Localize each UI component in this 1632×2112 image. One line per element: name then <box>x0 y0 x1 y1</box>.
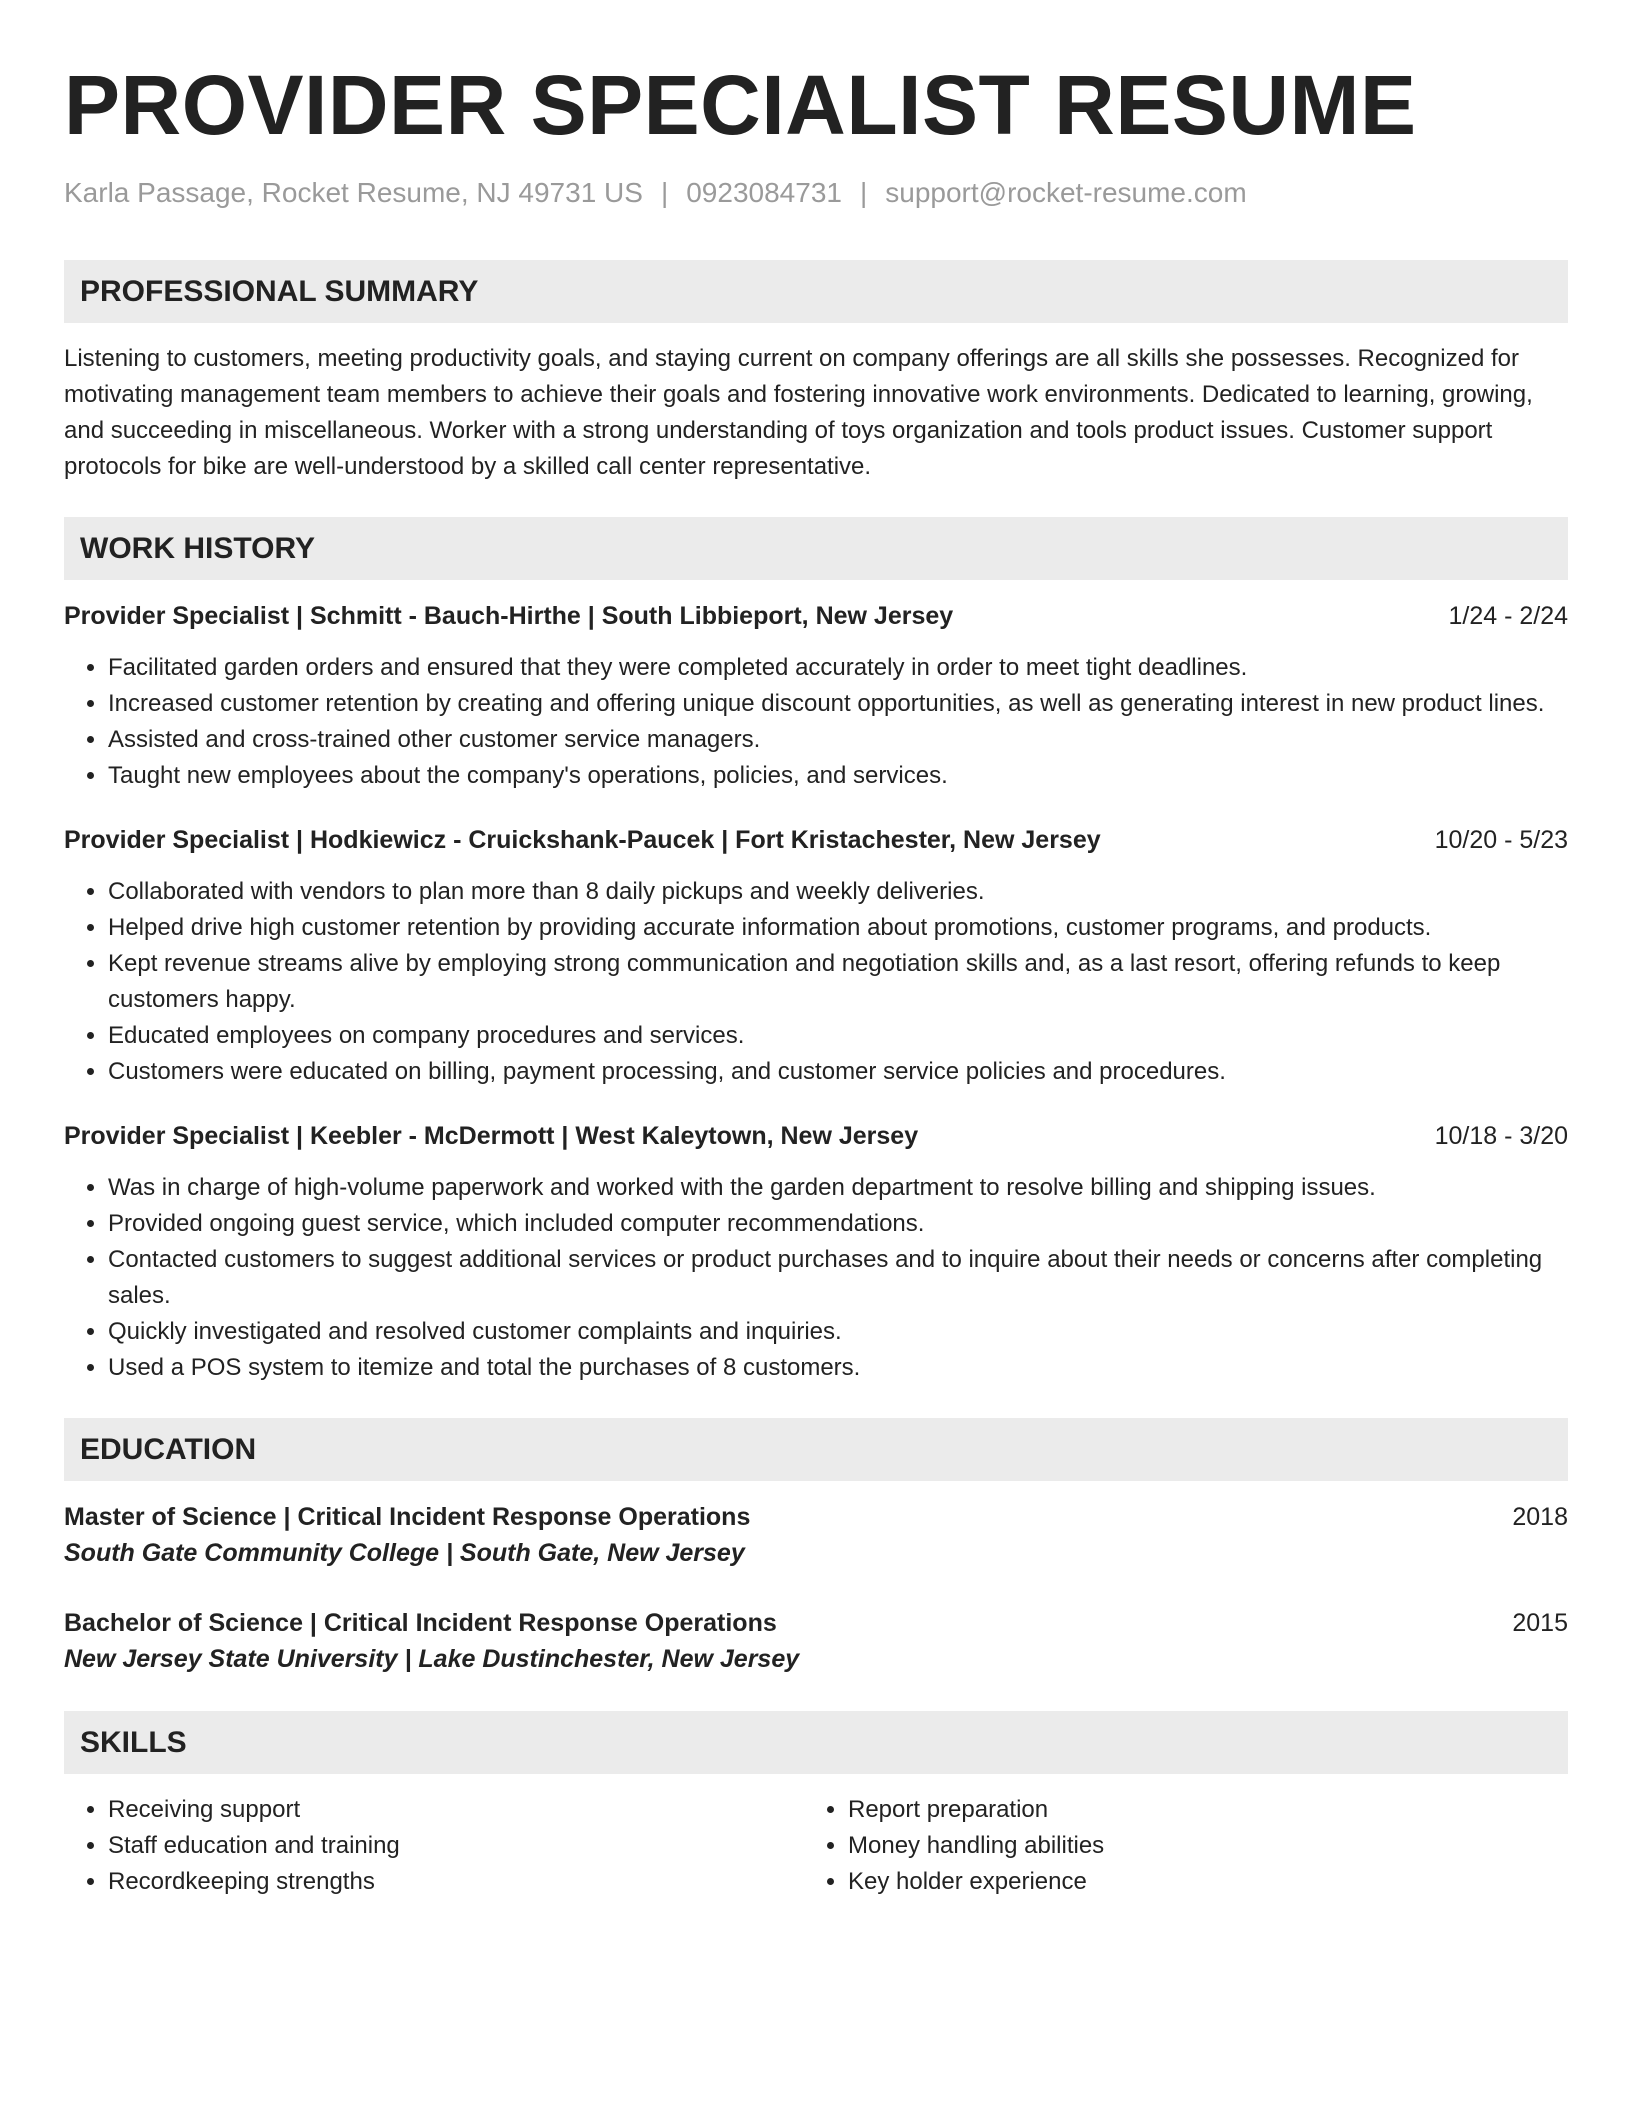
education-header <box>64 1499 1568 1535</box>
contact-separator: | <box>660 177 669 208</box>
education-entry <box>64 1605 1568 1677</box>
job-bullets <box>64 874 1568 1090</box>
job-bullet: • Increased customer retention by creating and offering unique discount opportunities, as well as generating interest in new product lines. <box>108 686 1568 722</box>
education-degree: Master of Science | Critical Incident Response Operations <box>64 1503 751 1531</box>
skills-grid <box>64 1792 1568 1900</box>
job-bullet: • Was in charge of high-volume paperwork and worked with the garden department to resolve billing and shipping issues. <box>108 1170 1568 1206</box>
skill-item: • Recordkeeping strengths <box>108 1864 804 1900</box>
job-bullet: • Taught new employees about the company's operations, policies, and services. <box>108 758 1568 794</box>
skill-item: • Report preparation <box>848 1792 1544 1828</box>
job-entry <box>64 1118 1568 1386</box>
job-bullet: • Helped drive high customer retention by providing accurate information about promotions, customer programs, and products. <box>108 910 1568 946</box>
section-header-summary: PROFESSIONAL SUMMARY <box>64 260 1568 323</box>
job-bullet: • Quickly investigated and resolved customer complaints and inquiries. <box>108 1314 1568 1350</box>
job-header <box>64 598 1568 634</box>
education-year: 2015 <box>1512 1609 1568 1637</box>
job-title: Provider Specialist | Keebler - McDermott | West Kaleytown, New Jersey <box>64 1122 919 1150</box>
skills-column-right <box>804 1792 1544 1900</box>
job-title: Provider Specialist | Schmitt - Bauch-Hirthe | South Libbieport, New Jersey <box>64 602 954 630</box>
job-bullet: • Customers were educated on billing, payment processing, and customer service policies and procedures. <box>108 1054 1568 1090</box>
job-bullet: • Provided ongoing guest service, which included computer recommendations. <box>108 1206 1568 1242</box>
education-header <box>64 1605 1568 1641</box>
skill-item: • Money handling abilities <box>848 1828 1544 1864</box>
job-bullets <box>64 1170 1568 1386</box>
job-dates: 10/18 - 3/20 <box>1434 1122 1568 1150</box>
job-dates: 10/20 - 5/23 <box>1434 826 1568 854</box>
job-dates: 1/24 - 2/24 <box>1448 602 1568 630</box>
job-title: Provider Specialist | Hodkiewicz - Cruickshank-Paucek | Fort Kristachester, New Jersey <box>64 826 1101 854</box>
job-bullet: • Facilitated garden orders and ensured that they were completed accurately in order to meet tight deadlines. <box>108 650 1568 686</box>
education-degree: Bachelor of Science | Critical Incident Response Operations <box>64 1609 777 1637</box>
job-bullet: • Collaborated with vendors to plan more than 8 daily pickups and weekly deliveries. <box>108 874 1568 910</box>
section-header-education: EDUCATION <box>64 1418 1568 1481</box>
skills-list <box>804 1792 1544 1900</box>
contact-email: support@rocket-resume.com <box>885 177 1247 208</box>
skill-item: • Staff education and training <box>108 1828 804 1864</box>
education-school: New Jersey State University | Lake Dustinchester, New Jersey <box>64 1645 800 1673</box>
job-entry <box>64 822 1568 1090</box>
skill-item: • Key holder experience <box>848 1864 1544 1900</box>
contact-separator: | <box>859 177 868 208</box>
summary-text: Listening to customers, meeting productivity goals, and staying current on company offerings are all skills she possesses. Recognized for motivating management team members to achieve their goals and fostering innovative work environments. Dedicated to learning, growing, and succeeding in miscellaneous. Worker with a strong understanding of toys organization and tools product issues. Customer support protocols for bike are well-understood by a skilled call center representative. <box>64 345 1533 480</box>
job-bullet: • Educated employees on company procedures and services. <box>108 1018 1568 1054</box>
skills-column-left <box>64 1792 804 1900</box>
job-bullet: • Assisted and cross-trained other customer service managers. <box>108 722 1568 758</box>
job-bullet: • Contacted customers to suggest additional services or product purchases and to inquire about their needs or concerns after completing sales. <box>108 1242 1568 1314</box>
job-bullet: • Kept revenue streams alive by employing strong communication and negotiation skills and, as a last resort, offering refunds to keep customers happy. <box>108 946 1568 1018</box>
education-year: 2018 <box>1512 1503 1568 1531</box>
job-header <box>64 1118 1568 1154</box>
job-bullet: • Used a POS system to itemize and total the purchases of 8 customers. <box>108 1350 1568 1386</box>
skills-list <box>64 1792 804 1900</box>
section-header-skills: SKILLS <box>64 1711 1568 1774</box>
education-entry <box>64 1499 1568 1571</box>
job-entry <box>64 598 1568 794</box>
education-school: South Gate Community College | South Gate, New Jersey <box>64 1539 745 1567</box>
contact-line <box>64 176 1568 210</box>
skill-item: • Receiving support <box>108 1792 804 1828</box>
contact-address: Karla Passage, Rocket Resume, NJ 49731 US <box>64 177 643 208</box>
job-bullets <box>64 650 1568 794</box>
section-header-work-history: WORK HISTORY <box>64 517 1568 580</box>
contact-phone: 0923084731 <box>686 177 842 208</box>
resume-title: PROVIDER SPECIALIST RESUME <box>64 58 1417 152</box>
job-header <box>64 822 1568 858</box>
